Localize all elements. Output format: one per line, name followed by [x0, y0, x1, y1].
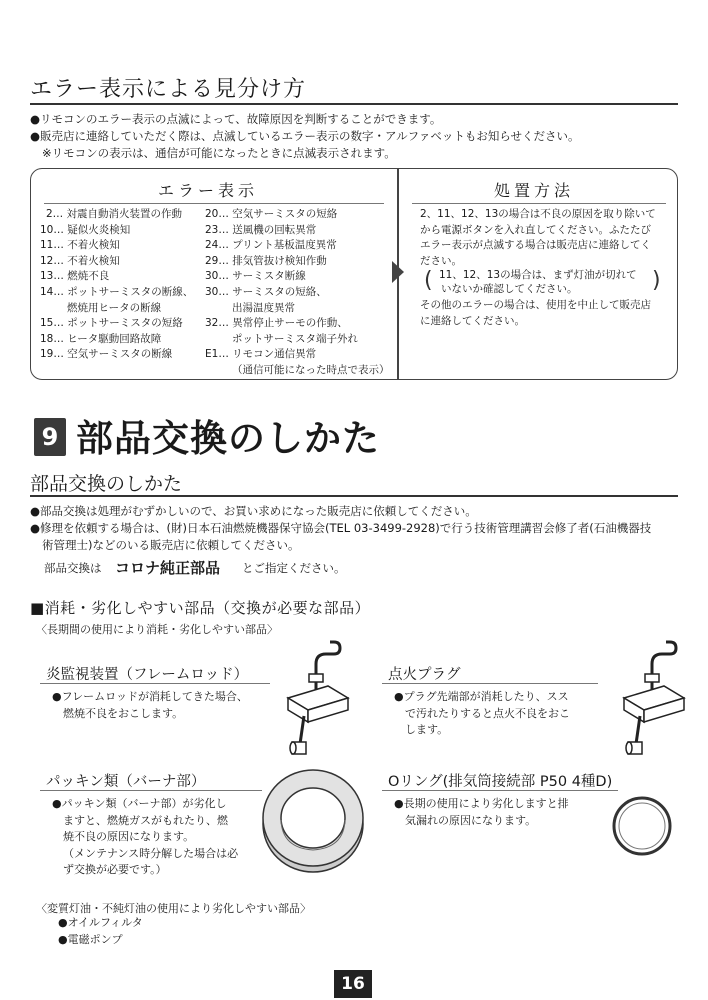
part-description: [394, 689, 570, 739]
o-ring-illustration: [610, 794, 674, 858]
error-item: 11… 不着火検知: [40, 239, 120, 252]
section-number-badge: 9: [34, 418, 66, 456]
part-title: 炎監視装置（フレームロッド）: [46, 667, 249, 683]
error-item: 24… プリント基板温度異常: [205, 239, 337, 252]
section-title: 部品交換のしかた: [76, 417, 380, 460]
part-line: で汚れたりすると点火不良をおこ: [405, 706, 570, 720]
errors-header: エラー表示: [158, 181, 259, 200]
part-title: 点火プラグ: [388, 667, 461, 683]
error-item: 30… サーミスタ断線: [205, 270, 306, 283]
error-item: 30… サーミスタの短絡、: [205, 285, 327, 298]
packing-illustration: [256, 762, 370, 876]
remedy-note: [439, 268, 637, 296]
error-item: 2… 対震自動消火装置の作動: [46, 208, 183, 220]
arrow-right-icon: [392, 261, 404, 283]
note-line: ●販売店に連絡していただく際は、点滅しているエラー表示の数字・アルファベットもお知らせください。: [30, 129, 580, 143]
part-description: [394, 796, 569, 829]
part-line: ●長期の使用により劣化しますと排: [394, 797, 569, 810]
remedy-line: ださい。: [420, 254, 462, 267]
page-number: 16: [334, 970, 372, 998]
spec-suffix: とご指定ください。: [242, 561, 346, 575]
note-line: 術管理士)などのいる販売店に依頼してください。: [42, 538, 300, 552]
error-item: 29… 排気管抜け検知作動: [205, 254, 327, 267]
part-title: Oリング(排気筒接続部 P50 4種D): [388, 774, 613, 790]
error-item: （通信可能になった時点で表示）: [232, 363, 390, 376]
subtitle-underline: [30, 495, 678, 497]
note-line: ●部品交換は処理がむずかしいので、お買い求めになった販売店に依頼してください。: [30, 504, 477, 518]
part-title-rule: [382, 790, 618, 791]
note-line: ●リモコンのエラー表示の点滅によって、故障原因を判断することができます。: [30, 112, 442, 126]
bad-kerosene-list: [58, 915, 143, 948]
error-item: 13… 燃焼不良: [40, 270, 110, 283]
note-line: ※リモコンの表示は、通信が可能になったときに点滅表示されます。: [42, 146, 396, 160]
error-item: 10… 疑似火炎検知: [40, 223, 131, 236]
long-use-heading: 〈長期間の使用により消耗・劣化しやすい部品〉: [36, 623, 278, 636]
bad-kerosene-heading: 〈変質灯油・不純灯油の使用により劣化しやすい部品〉: [36, 902, 311, 915]
title-underline: [30, 103, 678, 105]
error-item: ポットサーミスタ端子外れ: [232, 332, 358, 345]
part-description: [52, 796, 238, 879]
remedy-line: から電源ボタンを入れ直してください。ふたたび: [420, 223, 651, 236]
error-item: 燃焼用ヒータの断線: [67, 301, 162, 314]
remedy-line: エラー表示が点滅する場合は販売店に連絡してく: [420, 239, 651, 252]
error-item: 出湯温度異常: [232, 301, 295, 314]
part-line: ●プラグ先端部が消耗したり、スス: [394, 690, 569, 703]
paren-close: ): [652, 268, 661, 293]
remedy-line: その他のエラーの場合は、使用を中止して販売店: [420, 299, 651, 311]
list-item: ●電磁ポンプ: [58, 932, 123, 946]
remedy-note-line: いないか確認してください。: [441, 283, 578, 295]
remedy-line: に連絡してください。: [420, 314, 525, 327]
error-item: 14… ポットサーミスタの断線、: [40, 285, 194, 298]
error-list-left: [40, 207, 193, 363]
remedy-text: [420, 207, 656, 269]
error-item: 19… 空気サーミスタの断線: [40, 348, 173, 361]
part-description: [52, 689, 248, 722]
part-line: （メンテナンス時分解した場合は必: [63, 846, 239, 860]
part-title-rule: [382, 683, 598, 684]
remedy-note-line: 11、12、13の場合は、まず灯油が切れて: [439, 269, 637, 281]
error-item: 23… 送風機の回転異常: [205, 223, 317, 236]
part-line: ず交換が必要です。）: [63, 863, 167, 877]
part-title: パッキン類（バーナ部）: [46, 774, 206, 790]
error-item: 12… 不着火検知: [40, 254, 120, 267]
part-line: 気漏れの原因になります。: [405, 813, 537, 827]
error-item: 20… 空気サーミスタの短絡: [205, 208, 338, 220]
consumables-heading: ■消耗・劣化しやすい部品（交換が必要な部品）: [30, 599, 371, 617]
list-item: ●オイルフィルタ: [58, 916, 143, 929]
remedy-tail: [420, 298, 651, 329]
error-section-title: エラー表示による見分け方: [30, 77, 307, 102]
section-subtitle: 部品交換のしかた: [30, 473, 183, 495]
remedy-line: 2、11、12、13の場合は不良の原因を取り除いて: [420, 208, 656, 220]
part-line: ●フレームロッドが消耗してきた場合、: [52, 690, 248, 703]
paren-open: (: [424, 268, 433, 293]
part-line: 焼不良の原因になります。: [63, 830, 195, 844]
note-line: ●修理を依頼する場合は、(財)日本石油燃焼機器保守協会(TEL 03-3499-2928)で行う技術管理講習会修了者(石油機器技: [30, 521, 652, 535]
brand-name: コロナ純正部品: [115, 559, 221, 577]
error-item: 18… ヒータ駆動回路故障: [40, 332, 162, 345]
remedy-header-rule: [412, 203, 666, 204]
flame-rod-illustration: [276, 640, 352, 764]
spec-prefix: 部品交換は: [44, 561, 102, 575]
error-item: 15… ポットサーミスタの短絡: [40, 317, 183, 330]
error-item: E1… リモコン通信異常: [205, 348, 317, 361]
ignition-plug-illustration: [612, 640, 688, 764]
part-line: ●パッキン類（バーナ部）が劣化し: [52, 797, 227, 810]
part-line: します。: [405, 723, 449, 737]
part-line: ますと、燃焼ガスがもれたり、燃: [63, 813, 228, 827]
part-title-rule: [40, 790, 262, 791]
part-title-rule: [40, 683, 270, 684]
part-line: 燃焼不良をおこします。: [63, 706, 184, 720]
errors-header-rule: [44, 203, 384, 204]
error-item: 32… 異常停止サーモの作動、: [205, 317, 348, 330]
error-list-right: [205, 207, 390, 379]
remedy-header: 処置方法: [494, 181, 575, 200]
